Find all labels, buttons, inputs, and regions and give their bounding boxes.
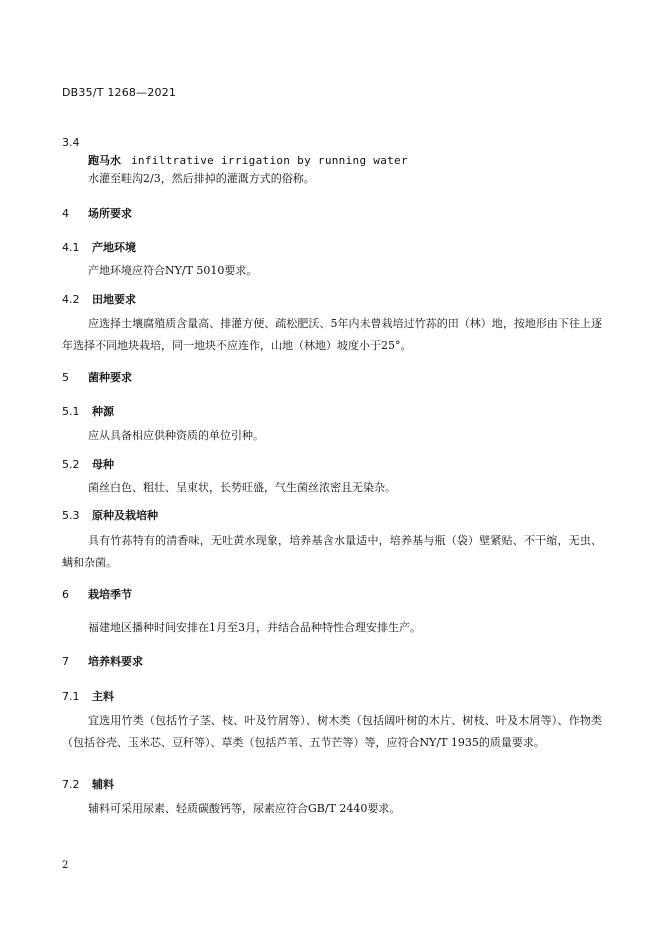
section-4-heading <box>62 205 602 221</box>
section-4-2-text: 应选择土壤腐殖质含量高、排灌方便、疏松肥沃、5年内未曾栽培过竹荪的田（林）地，按地形由下往上逐年选择不同地块栽培，同一地块不应连作，山地（林地）坡度小于25°。 <box>62 317 602 352</box>
section-number: 6 <box>62 588 69 601</box>
section-5-3-heading <box>62 507 602 523</box>
section-title: 场所要求 <box>88 207 132 220</box>
section-number: 4.2 <box>62 293 80 306</box>
section-5-heading <box>62 369 602 385</box>
section-7-2-text: 辅料可采用尿素、轻质碳酸钙等，尿素应符合GB/T 2440要求。 <box>88 802 401 815</box>
section-5-3-text: 具有竹荪特有的清香味，无吐黄水现象，培养基含水量适中，培养基与瓶（袋）壁紧贴、不干缩，无虫、螨和杂菌。 <box>62 534 602 569</box>
section-number: 5.1 <box>62 405 80 418</box>
section-5-2-heading <box>62 456 602 472</box>
section-title: 主料 <box>92 690 114 703</box>
section-7-heading <box>62 653 602 669</box>
document-code-header: DB35/T 1268—2021 <box>62 86 177 99</box>
section-5-1-text: 应从具备相应供种资质的单位引种。 <box>88 429 264 442</box>
section-title: 栽培季节 <box>88 588 132 601</box>
section-title: 田地要求 <box>92 293 136 306</box>
section-number: 7.1 <box>62 690 80 703</box>
section-5-1-heading <box>62 403 602 419</box>
page-number: 2 <box>62 860 69 871</box>
section-number: 7 <box>62 655 69 668</box>
section-title: 原种及栽培种 <box>92 509 158 522</box>
section-number: 4 <box>62 207 69 220</box>
section-number: 5.2 <box>62 458 80 471</box>
section-title: 产地环境 <box>92 241 136 254</box>
section-number: 4.1 <box>62 241 80 254</box>
section-7-2-heading <box>62 776 602 792</box>
term-3-4 <box>62 134 602 188</box>
term-name-cn: 跑马水 <box>88 154 121 167</box>
term-number: 3.4 <box>62 136 80 149</box>
section-title: 种源 <box>92 405 114 418</box>
section-number: 7.2 <box>62 778 80 791</box>
section-number: 5.3 <box>62 509 80 522</box>
section-6-heading <box>62 586 602 602</box>
section-4-1-text: 产地环境应符合NY/T 5010要求。 <box>88 264 258 277</box>
section-4-2-heading <box>62 291 602 307</box>
section-6-text: 福建地区播种时间安排在1月至3月，并结合品种特性合理安排生产。 <box>88 621 421 634</box>
term-definition: 水灌至畦沟2/3，然后排掉的灌溉方式的俗称。 <box>88 172 315 185</box>
section-title: 培养料要求 <box>88 655 143 668</box>
section-7-1-heading <box>62 688 602 704</box>
term-name-en: infiltrative irrigation by running water <box>131 154 408 167</box>
section-title: 辅料 <box>92 778 114 791</box>
section-5-2-text: 菌丝白色、粗壮、呈束状，长势旺盛，气生菌丝浓密且无染杂。 <box>88 481 396 494</box>
section-number: 5 <box>62 371 69 384</box>
section-4-1-heading <box>62 239 602 255</box>
section-title: 菌种要求 <box>88 371 132 384</box>
section-title: 母种 <box>92 458 114 471</box>
section-7-1-text: 宜选用竹类（包括竹子茎、枝、叶及竹屑等）、树木类（包括阔叶树的木片、树枝、叶及木屑等）、作物类（包括谷壳、玉米芯、豆秆等）、草类（包括芦苇、五节芒等）等，应符合NY/T 1935的质量要求。 <box>62 714 602 749</box>
term-title-line <box>62 152 602 170</box>
